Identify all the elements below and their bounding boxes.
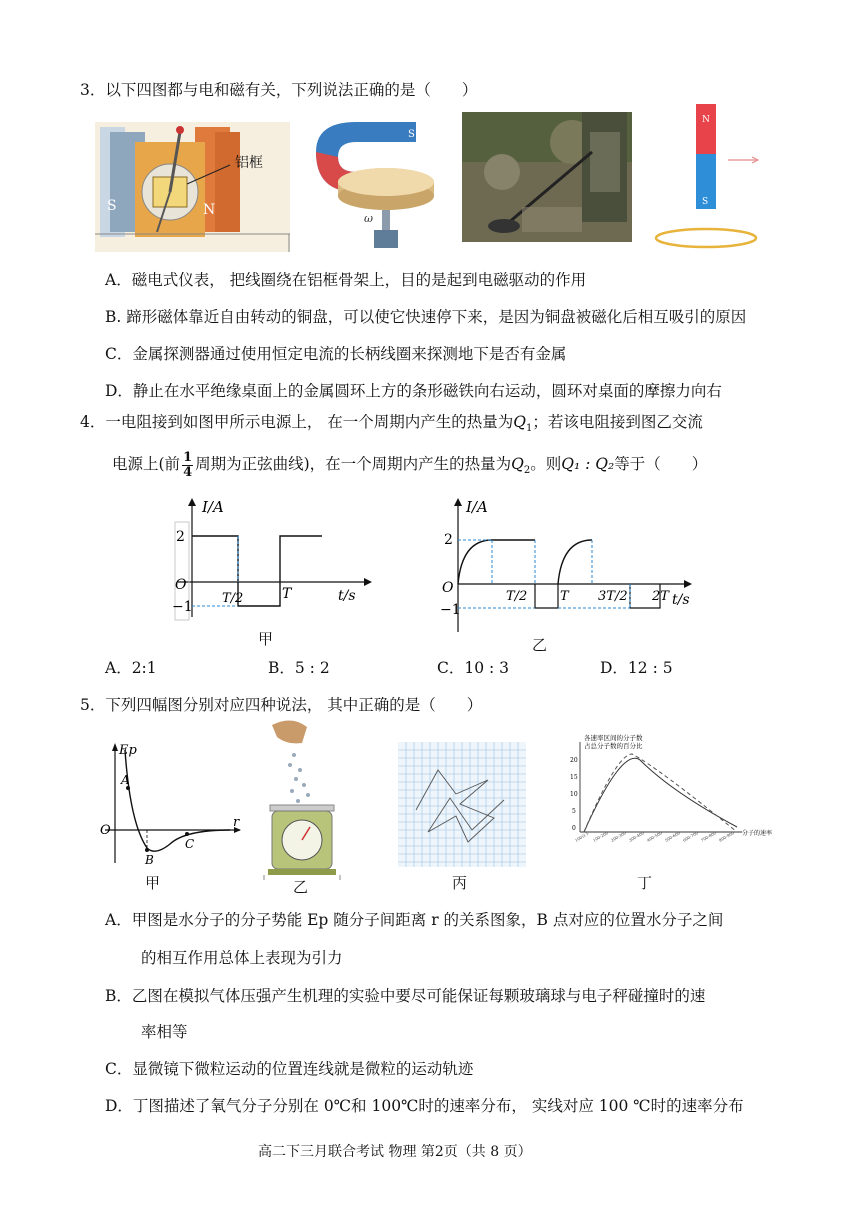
horseshoe-disc-figure (296, 112, 446, 252)
q2-subscript: 2 (523, 465, 531, 477)
graph-jia (170, 492, 380, 652)
q4-option-d[interactable]: D．12 : 5 (600, 659, 673, 677)
graph-jia-caption: 甲 (258, 630, 274, 648)
ding-ytick-0: 0 (572, 825, 576, 832)
q4-stem2-part1: 电源上(前 (112, 455, 181, 473)
yi-xtick-3half: 3T/2 (598, 589, 628, 604)
svg-text:ω: ω (364, 212, 373, 225)
q5-fig-yi-caption: 乙 (293, 878, 309, 896)
q5-option-a[interactable]: A．甲图是水分子的分子势能 Ep 随分子间距离 r 的关系图象，B 点对应的位置水分子之间 (105, 911, 724, 929)
q5-fig-bing-caption: 丙 (452, 874, 468, 892)
q4-stem-line1 (80, 412, 703, 439)
q4-stem-part2: ；若该电阻接到图乙交流 (532, 413, 703, 431)
svg-text:400-500: 400-500 (646, 830, 663, 843)
q3-option-b[interactable]: B. 蹄形磁体靠近自由转动的铜盘，可以使它快速停下来，是因为铜盘被磁化后相互吸引的原因 (105, 308, 747, 326)
yi-xlabel: t/s (672, 592, 690, 608)
q1-symbol: Q (513, 413, 527, 431)
svg-text:100-200: 100-200 (592, 830, 609, 843)
q5-stem: 5．下列四幅图分别对应四种说法， 其中正确的是（ ） (80, 696, 483, 714)
ep-curve (125, 750, 230, 851)
yi-xtick-2t: 2T (652, 589, 669, 604)
q3-option-d[interactable]: D．静止在水平绝缘桌面上的金属圆环上方的条形磁铁向右运动，圆环对桌面的摩擦力向右 (105, 382, 722, 400)
svg-text:600-700: 600-700 (682, 830, 699, 843)
svg-text:700-800: 700-800 (700, 830, 717, 843)
jia-ytick-2: 2 (176, 529, 185, 545)
ep-origin: O (100, 823, 111, 838)
svg-text:100以下: 100以下 (574, 830, 591, 843)
ep-point-b: B (145, 853, 154, 867)
q5-fig-ding-caption: 丁 (637, 874, 653, 892)
yi-origin: O (442, 580, 454, 596)
q4-stem-part1: 4．一电阻接到如图甲所示电源上， 在一个周期内产生的热量为 (80, 413, 514, 431)
magnet-n-label: N (203, 202, 216, 218)
q5-option-a-cont: 的相互作用总体上表现为引力 (141, 949, 343, 967)
q5-fig-jia-caption: 甲 (145, 874, 161, 892)
q4-stem2-part3: 。则 (530, 455, 562, 473)
ep-ylabel: Ep (119, 743, 137, 758)
svg-text:500-600: 500-600 (664, 830, 681, 843)
q5-option-d[interactable]: D．丁图描述了氧气分子分别在 0℃和 100℃时的速率分布， 实线对应 100 ℃时的速率分布 (105, 1097, 744, 1115)
yi-xtick-half: T/2 (506, 589, 528, 604)
q4-stem-line2 (112, 448, 707, 487)
graph-yi-caption: 乙 (532, 636, 548, 654)
yi-ytick-2: 2 (444, 532, 453, 548)
q3-stem: 3．以下四图都与电和磁有关，下列说法正确的是（ ） (80, 81, 478, 99)
q3-option-c[interactable]: C．金属探测器通过使用恒定电流的长柄线圈来探测地下是否有金属 (105, 345, 567, 363)
q5-fig-jia (95, 738, 245, 868)
bar-magnet-ring-figure (648, 102, 783, 252)
q4-option-c[interactable]: C．10 : 3 (437, 659, 510, 677)
yi-ytick-neg1: −1 (440, 602, 461, 618)
ding-ytick-20: 20 (570, 757, 578, 764)
yi-y-arrow (454, 498, 462, 506)
page-footer: 高二下三月联合考试 物理 第2页（共 8 页） (258, 1144, 532, 1160)
frac-numerator: 1 (183, 449, 193, 465)
q4-stem2-part4: 等于（ ） (614, 455, 708, 473)
q5-option-b[interactable]: B．乙图在模拟气体压强产生机理的实验中要尽可能保证每颗玻璃球与电子秤碰撞时的速 (105, 987, 706, 1005)
svg-text:200-300: 200-300 (610, 830, 627, 843)
q5-option-c[interactable]: C．显微镜下微粒运动的位置连线就是微粒的运动轨迹 (105, 1060, 474, 1078)
aluminum-frame-label: 铝框 (235, 155, 263, 171)
q3-option-a[interactable]: A．磁电式仪表， 把线圈绕在铝框骨架上，目的是起到电磁驱动的作用 (105, 271, 587, 289)
q5-fig-ding (562, 732, 774, 857)
q5-fig-bing (398, 742, 526, 867)
svg-text:300-400: 300-400 (628, 830, 645, 843)
ding-xlabel: 分子的速率 (742, 830, 773, 837)
metal-detector-photo (462, 112, 632, 242)
ding-curve-solid (584, 758, 737, 832)
jia-xlabel: t/s (338, 588, 356, 604)
bar-s-label: S (702, 197, 709, 207)
magnet-s-label: S (107, 198, 117, 214)
jia-ytick-neg1: −1 (172, 599, 193, 615)
q5-option-b-cont: 率相等 (141, 1023, 188, 1041)
ding-title-1: 各速率区间的分子数 (584, 734, 643, 742)
ep-xlabel: r (233, 815, 240, 830)
quarter-fraction (182, 451, 193, 480)
jia-x-arrow (364, 578, 372, 586)
graph-yi (440, 492, 700, 642)
q-ratio: Q₁ : Q₂ (561, 455, 615, 473)
jia-origin: O (175, 577, 187, 593)
yi-ylabel: I/A (466, 498, 488, 516)
ding-title-2: 占总分子数的百分比 (584, 742, 643, 750)
yi-curve-2 (558, 540, 592, 584)
q5-fig-yi (262, 715, 342, 880)
yi-xtick-t: T (560, 589, 569, 604)
ding-ytick-15: 15 (570, 774, 578, 781)
yi-x-arrow (684, 580, 692, 588)
yi-neg-pulse-1 (535, 584, 558, 608)
jia-y-arrow (188, 498, 196, 506)
jia-xtick-half: T/2 (222, 591, 244, 606)
q2-symbol: Q (511, 455, 524, 473)
q1-subscript: 1 (526, 423, 533, 435)
ep-point-c: C (185, 837, 195, 851)
jia-ylabel: I/A (202, 498, 224, 516)
svg-text:S: S (408, 129, 415, 140)
ding-ytick-5: 5 (572, 808, 576, 815)
ding-ytick-10: 10 (570, 791, 578, 798)
q4-option-b[interactable]: B．5 : 2 (268, 659, 330, 677)
bar-n-label: N (702, 115, 710, 125)
frac-denominator: 4 (183, 464, 193, 480)
q4-option-a[interactable]: A．2:1 (105, 659, 157, 677)
jia-xtick-t: T (282, 586, 292, 602)
ep-point-a: A (121, 773, 130, 787)
meter-figure (95, 122, 290, 252)
q4-stem2-part2: 周期为正弦曲线)，在一个周期内产生的热量为 (195, 455, 512, 473)
ding-curve-dashed (584, 754, 737, 832)
svg-text:800-900: 800-900 (718, 830, 735, 843)
jia-square-wave (192, 536, 322, 606)
yi-curve-1 (458, 540, 535, 584)
